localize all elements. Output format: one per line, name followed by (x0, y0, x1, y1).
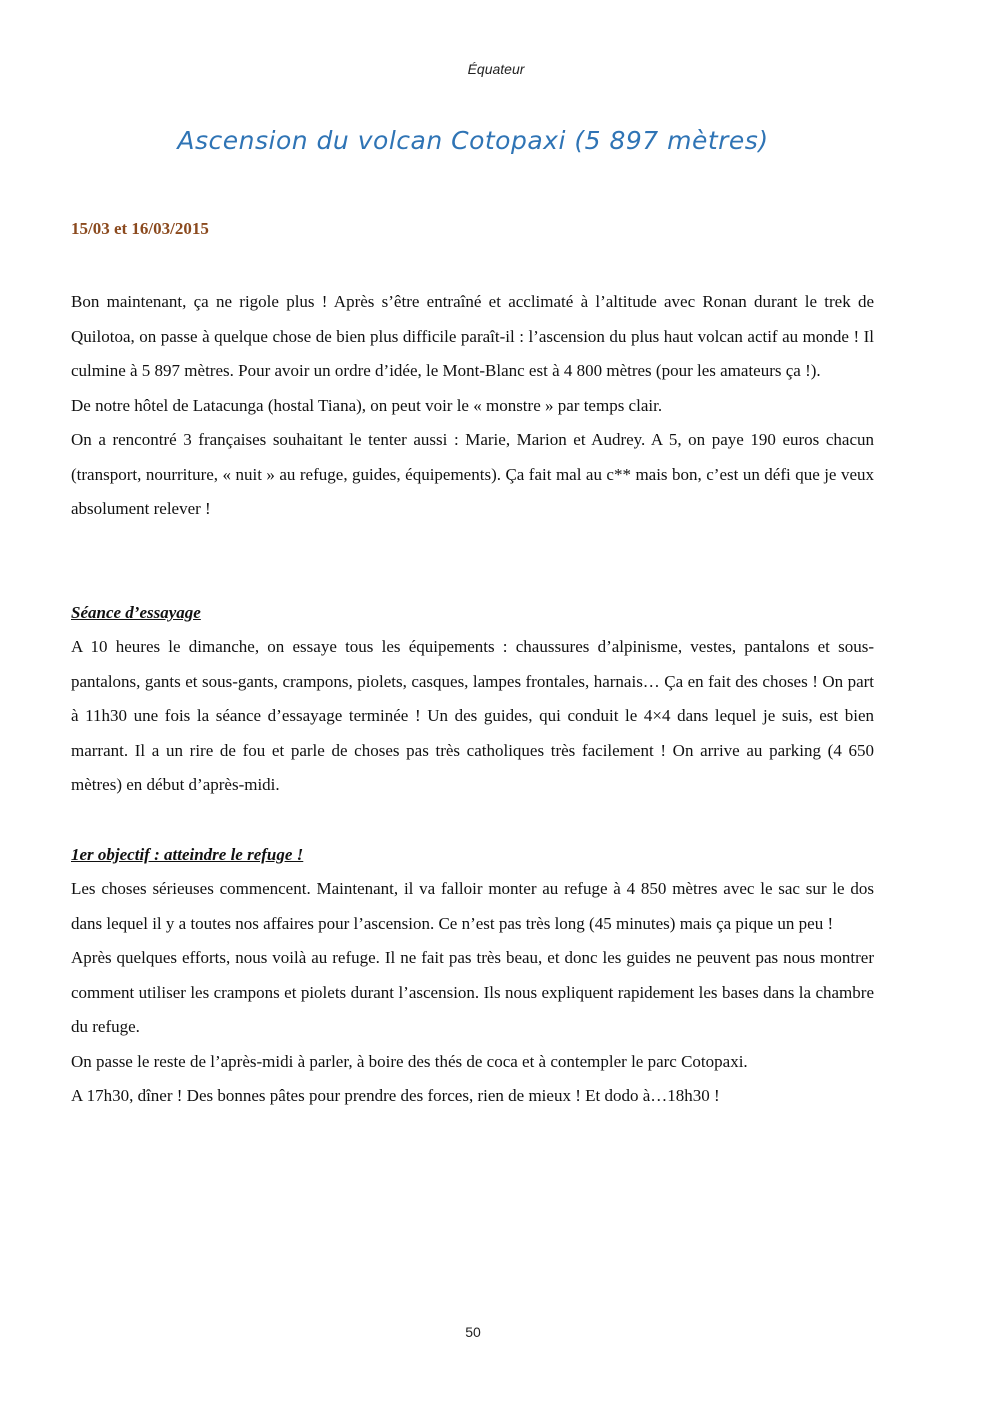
section-heading-refuge: 1er objectif : atteindre le refuge ! (71, 845, 304, 864)
section-heading-essayage: Séance d’essayage (71, 603, 201, 622)
intro-text (71, 285, 874, 527)
paragraph: On passe le reste de l’après-midi à parler, à boire des thés de coca et à contempler le parc Cotopaxi. (71, 1051, 748, 1071)
paragraph: On a rencontré 3 françaises souhaitant le tenter aussi : Marie, Marion et Audrey. A 5, on paye 190 euros chacun (transport, nourriture, « nuit » au refuge, guides, équipements). Ça fait mal au c** mais bon, c’est un défi que je veux absolument relever ! (71, 430, 874, 518)
paragraph: Après quelques efforts, nous voilà au refuge. Il ne fait pas très beau, et donc les guides ne peuvent pas nous montrer comment utiliser les crampons et piolets durant l’ascension. Ils nous expliquent rapidement les bases dans la chambre du refuge. (71, 948, 874, 1036)
page-number: 50 (465, 1324, 481, 1340)
section-essayage-text (71, 630, 874, 803)
section-refuge-text (71, 872, 874, 1114)
paragraph: A 17h30, dîner ! Des bonnes pâtes pour prendre des forces, rien de mieux ! Et dodo à…18h30 ! (71, 1086, 720, 1105)
running-header: Équateur (467, 61, 525, 77)
date-heading: 15/03 et 16/03/2015 (71, 219, 209, 238)
paragraph: A 10 heures le dimanche, on essaye tous les équipements : chaussures d’alpinisme, vestes, pantalons et sous-pantalons, gants et sous-gants, crampons, piolets, casques, lampes frontales, harnais… Ça en fait des choses ! On part à 11h30 une fois la séance d’essayage terminée ! Un des guides, qui conduit le 4×4 dans lequel je suis, est bien marrant. Il a un rire de fou et parle de choses pas très catholiques très facilement ! On arrive au parking (4 650 mètres) en début d’après-midi. (71, 637, 874, 794)
paragraph: De notre hôtel de Latacunga (hostal Tiana), on peut voir le « monstre » par temps clair. (71, 395, 663, 415)
page-title: Ascension du volcan Cotopaxi (5 897 mètres) (177, 126, 769, 155)
paragraph: Bon maintenant, ça ne rigole plus ! Après s’être entraîné et acclimaté à l’altitude avec Ronan durant le trek de Quilotoa, on passe à quelque chose de bien plus difficile paraît-il : l’ascension du plus haut volcan actif au monde ! Il culmine à 5 897 mètres. Pour avoir un ordre d’idée, le Mont-Blanc est à 4 800 mètres (pour les amateurs ça !). (71, 292, 874, 380)
paragraph: Les choses sérieuses commencent. Maintenant, il va falloir monter au refuge à 4 850 mètres avec le sac sur le dos dans lequel il y a toutes nos affaires pour l’ascension. Ce n’est pas très long (45 minutes) mais ça pique un peu ! (71, 879, 874, 933)
